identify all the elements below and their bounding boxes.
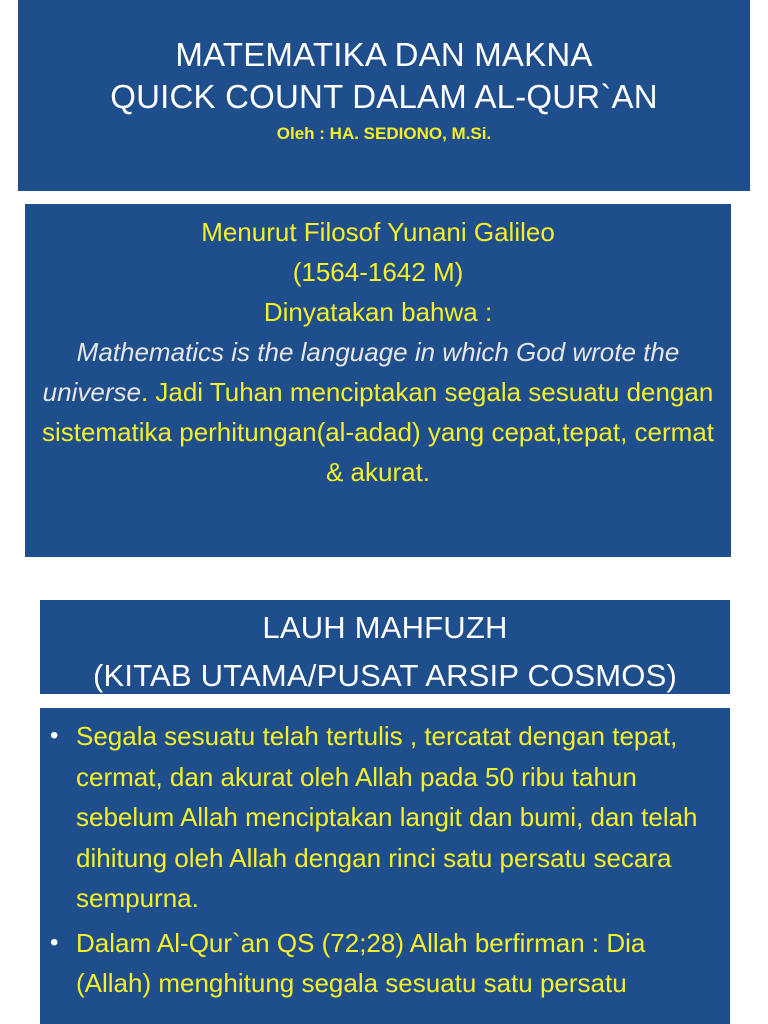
bullet-text: Dalam Al-Qur`an QS (72;28) Allah berfirman : Dia (Allah) menghitung segala sesuatu satu persatu <box>76 927 646 998</box>
statement-line: Dinyatakan bahwa : <box>263 297 493 327</box>
lauh-mahfuzh-title-box <box>40 600 730 694</box>
quote-content <box>25 204 731 492</box>
galileo-quote-slide <box>25 204 731 557</box>
author-credit: Oleh : HA. SEDIONO, M.Si. <box>276 124 492 143</box>
section-title-line-2: (KITAB UTAMA/PUSAT ARSIP COSMOS) <box>92 658 678 693</box>
quote-explanation: . Jadi Tuhan menciptakan segala sesuatu dengan sistematika perhitungan(al-adad) yang cepat,tepat, cermat & akurat. <box>41 377 715 487</box>
list-item <box>50 716 720 919</box>
years-line: (1564-1642 M) <box>292 257 464 287</box>
main-title-line-2: QUICK COUNT DALAM AL-QUR`AN <box>110 78 658 115</box>
title-block <box>18 0 750 144</box>
bullet-list <box>40 708 730 1004</box>
intro-line: Menurut Filosof Yunani Galileo <box>201 217 555 247</box>
lauh-mahfuzh-body <box>40 708 730 1024</box>
section-title-line-1: LAUH MAHFUZH <box>262 610 508 645</box>
bullet-icon: • <box>50 928 59 956</box>
english-quote: Mathematics is the language in which God wrote the universe <box>42 337 680 407</box>
title-slide <box>18 0 750 191</box>
quote-paragraph <box>25 332 731 492</box>
main-title-line-1: MATEMATIKA DAN MAKNA <box>175 36 593 73</box>
bullet-icon: • <box>50 722 59 749</box>
list-item <box>50 923 720 1004</box>
bullet-text: Segala sesuatu telah tertulis , tercatat dengan tepat, cermat, dan akurat oleh Allah pada 50 ribu tahun sebelum Allah menciptakan langit dan bumi, dan telah dihitung oleh Allah dengan rinci satu persatu secara sempurna. <box>76 721 698 913</box>
